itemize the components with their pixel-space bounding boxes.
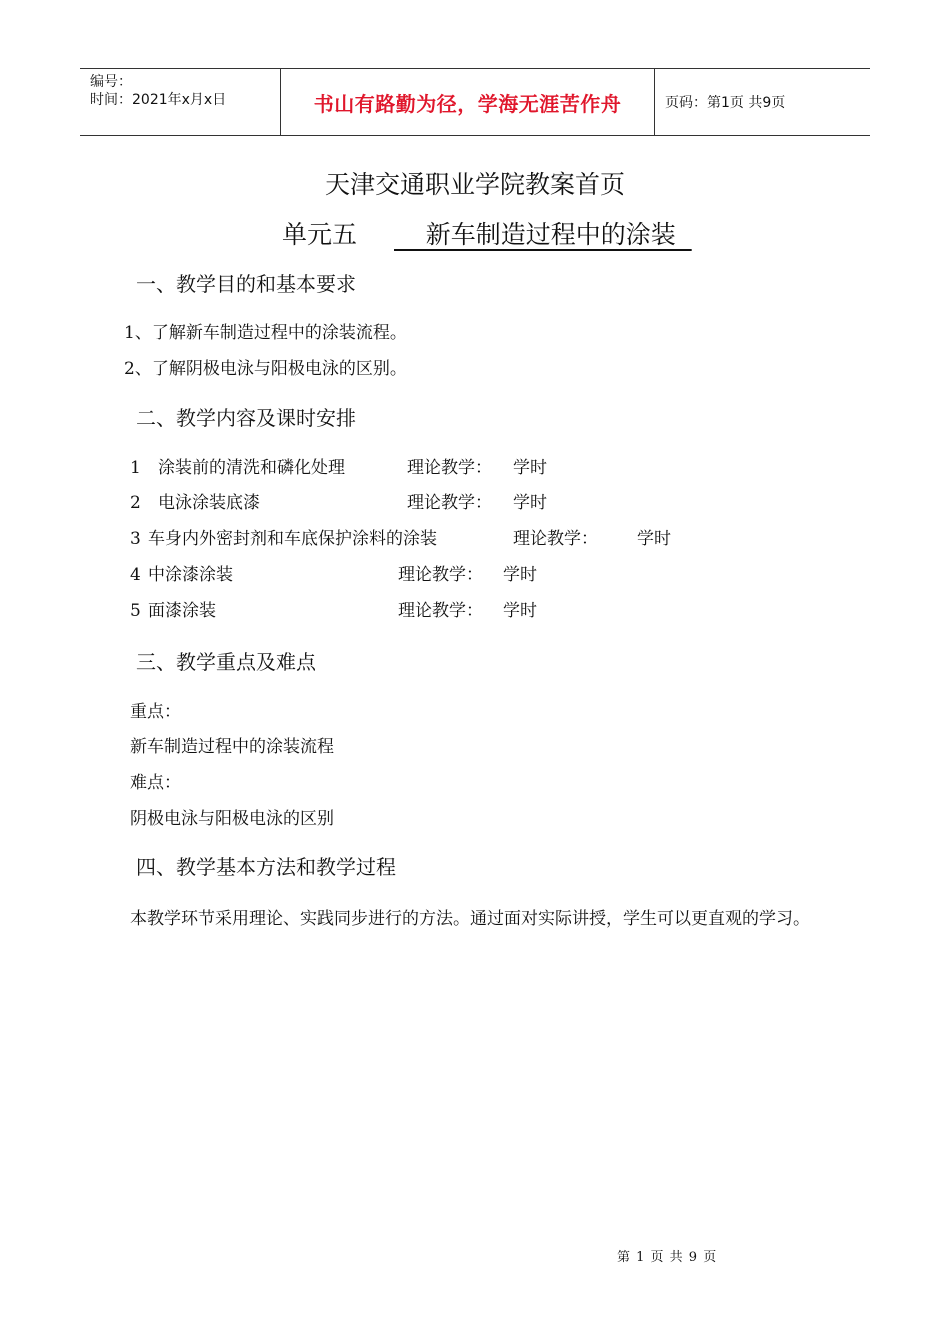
- schedule-row-type: 理论教学：: [398, 565, 483, 585]
- schedule-row-type: 理论教学：: [398, 601, 483, 621]
- schedule-row-unit: 学时: [503, 601, 537, 621]
- difficulty-label: 难点：: [130, 773, 181, 793]
- schedule-row-content: 涂装前的清洗和磷化处理: [158, 458, 345, 478]
- header-slogan-cell: [281, 69, 655, 135]
- header-page-info: 页码：第1页 共9页: [665, 95, 786, 111]
- schedule-row-content: 车身内外密封剂和车底保护涂料的涂装: [148, 529, 437, 549]
- unit-label: 单元五: [282, 220, 358, 249]
- difficulty-text: 阴极电泳与阳极电泳的区别: [130, 809, 334, 829]
- key-point-label: 重点：: [130, 702, 181, 722]
- page-footer: 第 1 页 共 9 页: [617, 1250, 718, 1265]
- document-header: [80, 68, 870, 136]
- schedule-row-type: 理论教学：: [407, 493, 492, 513]
- unit-topic: 新车制造过程中的涂装: [394, 220, 692, 249]
- page-title: 天津交通职业学院教案首页: [324, 170, 625, 199]
- schedule-row-type: 理论教学：: [407, 458, 492, 478]
- header-meta: [80, 69, 281, 135]
- schedule-row-number: 3: [130, 529, 141, 549]
- schedule-row-unit: 学时: [513, 493, 547, 513]
- objective-item-2: 2、了解阴极电泳与阳极电泳的区别。: [124, 359, 407, 379]
- header-slogan: 书山有路勤为径，学海无涯苦作舟: [313, 91, 622, 116]
- method-paragraph: 本教学环节采用理论、实践同步进行的方法。通过面对实际讲授，学生可以更直观的学习。: [130, 909, 810, 929]
- section-3-heading: 三、教学重点及难点: [136, 650, 316, 674]
- schedule-row-content: 电泳涂装底漆: [158, 493, 260, 513]
- document-number-label: 编号：: [90, 74, 132, 90]
- schedule-row-unit: 学时: [503, 565, 537, 585]
- section-4-heading: 四、教学基本方法和教学过程: [136, 855, 396, 879]
- objective-item-1: 1、了解新车制造过程中的涂装流程。: [124, 323, 407, 343]
- section-1-heading: 一、教学目的和基本要求: [136, 272, 356, 296]
- unit-heading: [282, 218, 692, 252]
- schedule-row-number: 4: [130, 565, 141, 585]
- schedule-row-type: 理论教学：: [513, 529, 598, 549]
- schedule-row-unit: 学时: [513, 458, 547, 478]
- key-point-text: 新车制造过程中的涂装流程: [130, 737, 334, 757]
- schedule-row-unit: 学时: [637, 529, 671, 549]
- schedule-row-number: 5: [130, 601, 141, 621]
- schedule-row-content: 面漆涂装: [148, 601, 216, 621]
- document-date: 时间：2021年x月x日: [90, 92, 227, 108]
- schedule-row-number: 2: [130, 493, 141, 513]
- schedule-row-number: 1: [130, 458, 141, 478]
- section-2-heading: 二、教学内容及课时安排: [136, 406, 356, 430]
- schedule-row-content: 中涂漆涂装: [148, 565, 233, 585]
